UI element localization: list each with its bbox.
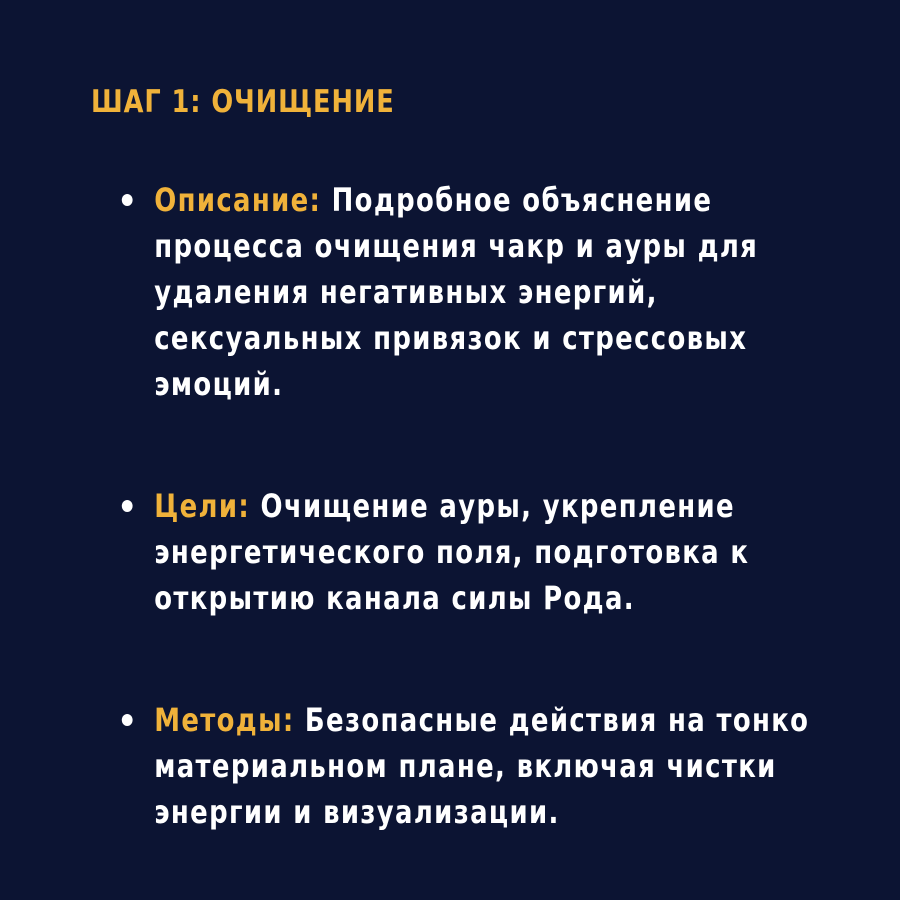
bullet-icon <box>122 194 133 206</box>
bullet-icon <box>122 500 133 512</box>
item-label: Описание: <box>154 181 322 219</box>
item-label: Методы: <box>154 701 295 739</box>
item-text: Очищение ауры, укрепление энергетического поля, подготовка к открытию канала силы Рода. <box>154 487 750 617</box>
bullet-icon <box>122 714 133 726</box>
item-text: Подробное объяснение процесса очищения чакр и ауры для удаления негативных энергий, сексуальных привязок и стрессовых эмоций. <box>154 181 759 403</box>
list-item-methods <box>120 697 838 835</box>
item-text: Безопасные действия на тонко материальном плане, включая чистки энергии и визуализации. <box>154 701 810 831</box>
list-item-goals <box>120 483 838 621</box>
step-title: ШАГ 1: ОЧИЩЕНИЕ <box>91 84 395 120</box>
step-details-list <box>120 177 820 835</box>
item-label: Цели: <box>154 487 251 525</box>
list-item-description <box>120 177 838 407</box>
